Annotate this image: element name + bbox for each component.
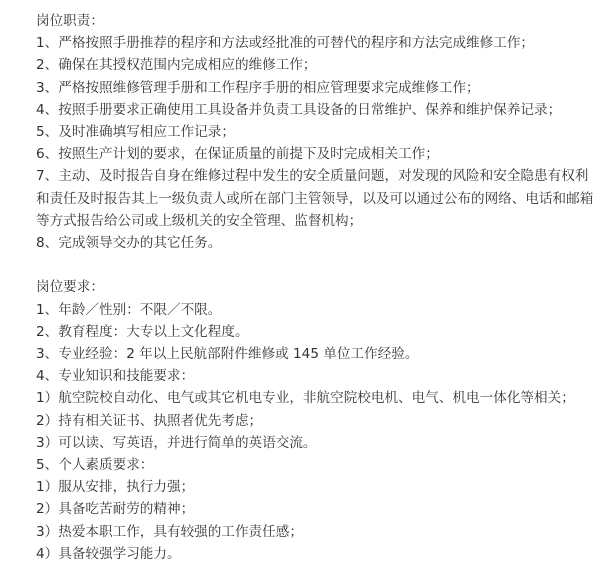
duty-item: 4、按照手册要求正确使用工具设备并负责工具设备的日常维护、保养和维护保养记录； — [36, 101, 562, 118]
requirement-subitem: 2）具备吃苦耐劳的精神； — [36, 501, 195, 518]
duty-item: 6、按照生产计划的要求，在保证质量的前提下及时完成相关工作； — [36, 146, 439, 163]
requirement-item: 2、教育程度：大专以上文化程度。 — [36, 323, 249, 340]
requirement-item: 5、个人素质要求： — [36, 457, 154, 474]
requirement-item: 4、专业知识和技能要求： — [36, 368, 195, 385]
duty-item: 2、确保在其授权范围内完成相应的维修工作； — [36, 57, 317, 74]
requirement-subitem: 4）具备较强学习能力。 — [36, 545, 181, 562]
requirement-subitem: 2）持有相关证书、执照者优先考虑； — [36, 412, 263, 429]
requirement-item: 1、年龄／性别：不限／不限。 — [36, 301, 222, 318]
requirement-subitem: 1）航空院校自动化、电气或其它机电专业，非航空院校电机、电气、机电一体化等相关； — [36, 390, 575, 407]
requirement-item: 3、专业经验：2 年以上民航部附件维修或 145 单位工作经验。 — [36, 346, 419, 363]
requirements-heading: 岗位要求： — [36, 279, 104, 296]
job-description-document — [36, 10, 596, 565]
duty-item: 3、严格按照维修管理手册和工作程序手册的相应管理要求完成维修工作； — [36, 79, 480, 96]
requirement-subitem: 3）可以读、写英语，并进行简单的英语交流。 — [36, 434, 317, 451]
requirement-subitem: 1）服从安排，执行力强； — [36, 479, 195, 496]
duties-heading: 岗位职责： — [36, 13, 104, 29]
duty-item: 8、完成领导交办的其它任务。 — [36, 235, 222, 252]
duty-item: 7、主动、及时报告自身在维修过程中发生的安全质量问题，对发现的风险和安全隐患有权利和责任及时报告其上一级负责人或所在部门主管领导，以及可以通过公布的网络、电话和邮箱等方式报告给公司或上级机关的安全管理、监督机构； — [36, 168, 594, 229]
section-spacer — [36, 254, 596, 276]
duty-item: 5、及时准确填写相应工作记录； — [36, 124, 235, 141]
duty-item: 1、严格按照手册推荐的程序和方法或经批准的可替代的程序和方法完成维修工作； — [36, 35, 535, 52]
requirement-subitem: 3）热爱本职工作，具有较强的工作责任感； — [36, 523, 303, 540]
